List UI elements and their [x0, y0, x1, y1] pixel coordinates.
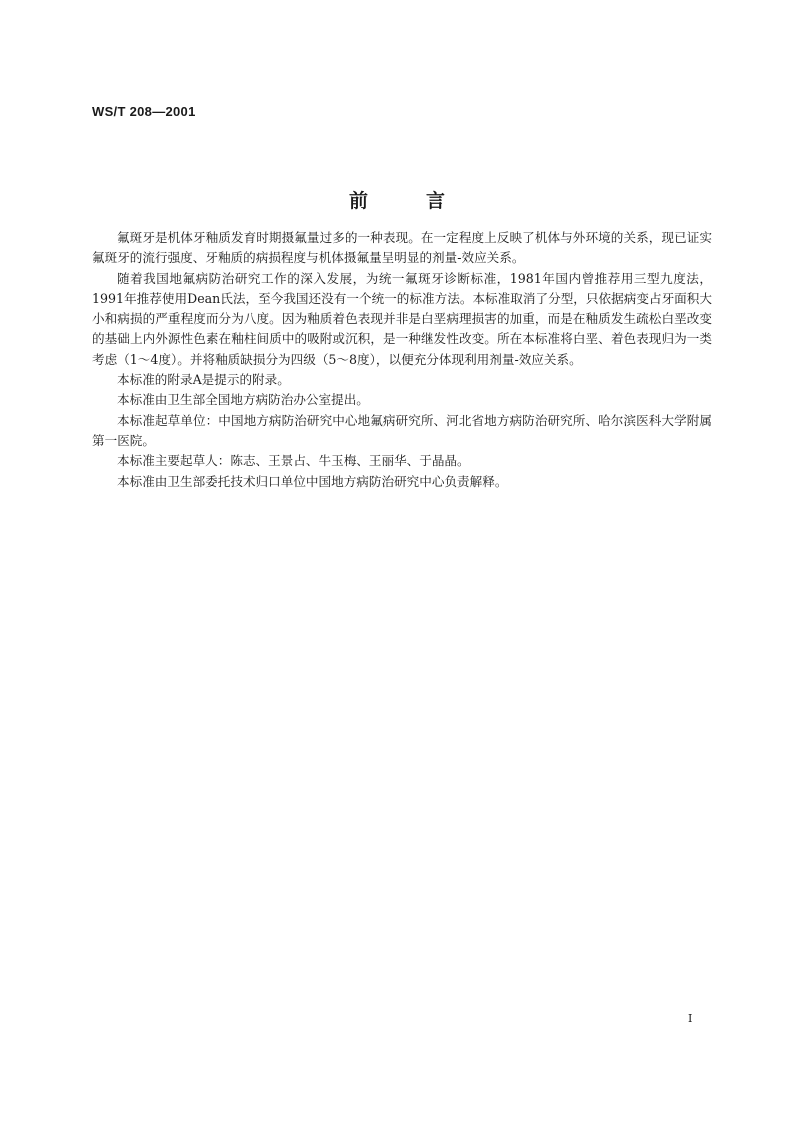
paragraph: 本标准由卫生部全国地方病防治办公室提出。 [117, 392, 369, 408]
paragraph: 本标准的附录A是提示的附录。 [117, 372, 290, 388]
paragraph: 氟斑牙是机体牙釉质发育时期摄氟量过多的一种表现。在一定程度上反映了机体与外环境的关系，现已证实氟斑牙的流行强度、牙釉质的病损程度与机体摄氟量呈明显的剂量-效应关系。 [92, 230, 712, 266]
paragraph: 本标准起草单位：中国地方病防治研究中心地氟病研究所、河北省地方病防治研究所、哈尔滨医科大学附属第一医院。 [92, 412, 712, 448]
page-title: 前言 [348, 190, 503, 212]
page-number: I [688, 1012, 693, 1025]
standard-code: WS/T 208—2001 [92, 104, 196, 119]
foreword-body [92, 228, 712, 492]
paragraph: 本标准主要起草人：陈志、王景占、牛玉梅、王丽华、于晶晶。 [117, 453, 470, 469]
paragraph: 本标准由卫生部委托技术归口单位中国地方病防治研究中心负责解释。 [117, 473, 508, 489]
paragraph: 随着我国地氟病防治研究工作的深入发展，为统一氟斑牙诊断标准，1981年国内曾推荐用三型九度法，1991年推荐使用Dean氏法，至今我国还没有一个统一的标准方法。本标准取消了分型，只依据病变占牙面积大小和病损的严重程度而分为八度。因为釉质着色表现并非是白垩病理损害的加重，而是在釉质发生疏松白垩改变的基础上内外源性色素在釉柱间质中的吸附或沉积，是一种继发性改变。所在本标准将白垩、着色表现归为一类考虑（1～4度）。并将釉质缺损分为四级（5～8度），以便充分体现利用剂量-效应关系。 [92, 270, 712, 367]
